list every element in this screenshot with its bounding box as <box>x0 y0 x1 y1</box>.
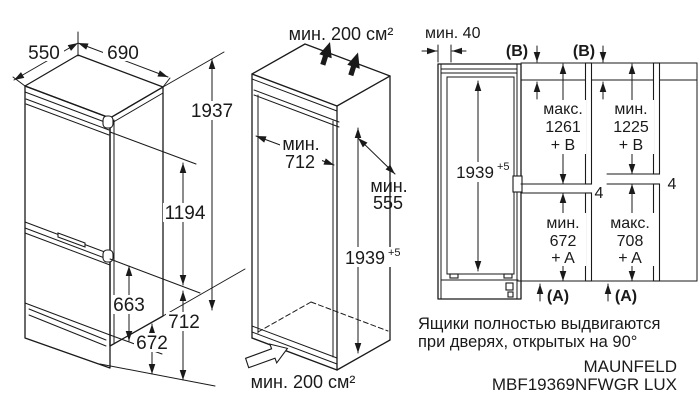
top-gap-label: мин. 40 <box>425 25 481 42</box>
dim-label-lower-door: 663 <box>113 295 145 316</box>
dim-min-top-right-value: 1225 <box>613 119 649 136</box>
vent-top-label: мин. 200 см² <box>288 24 394 44</box>
niche-depth-min-value: 555 <box>372 193 404 213</box>
door-panel-left-lower <box>586 193 592 281</box>
dim-min-bottom-left-word: мин. <box>546 215 580 232</box>
dim-label-upper-door: 1194 <box>164 203 206 224</box>
dim-min-bottom-left-value: 672 <box>549 233 577 250</box>
lower-door-handle-notch <box>58 233 85 247</box>
leveling-foot-detail <box>506 283 513 290</box>
dim-max-top-left-suffix: + B <box>550 137 576 154</box>
door-panel-right-upper <box>654 63 660 174</box>
footer-text <box>418 315 677 394</box>
vent-bottom-label: мин. 200 см² <box>250 372 356 392</box>
niche-width-min-value: 712 <box>284 152 316 172</box>
niche-view-drawing <box>246 24 408 392</box>
niche-depth-min-label: мин. <box>370 176 408 196</box>
drawer-note-line1: Ящики полностью выдвигаются <box>418 315 661 333</box>
dim-max-bottom-right-suffix: + A <box>618 250 642 267</box>
fridge-top-face <box>25 55 163 118</box>
dim-max-bottom-right-value: 708 <box>616 233 644 250</box>
vent-arrow-top-left <box>319 42 331 66</box>
dim-label-height-total: 1937 <box>190 101 234 122</box>
dim-max-top-left-value: 1261 <box>545 119 581 136</box>
panel-gap-right-label: 4 <box>667 176 677 193</box>
dim-min-top-right-suffix: + B <box>618 137 644 154</box>
niche-width-min-label: мин. <box>282 134 320 154</box>
dim-label-depth-top: 550 <box>28 43 60 64</box>
panel-gap-left-label: 4 <box>594 185 604 202</box>
model-number: MBF19369NFWGR LUX <box>491 375 677 394</box>
b-label-right: (B) <box>572 43 596 60</box>
brand-name: MAUNFELD <box>583 357 677 376</box>
dim-label-depth-bottom: 712 <box>168 312 200 333</box>
a-label-right: (A) <box>614 288 638 305</box>
dim-label-width-top: 690 <box>107 43 139 64</box>
dim-min-bottom-left-suffix: + A <box>551 250 575 267</box>
vent-arrow-top-right <box>347 53 359 77</box>
b-label-left: (B) <box>505 43 529 60</box>
dim-label-lower-front: 672 <box>136 333 168 354</box>
install-height-tolerance: +5 <box>497 161 510 173</box>
install-height-value: 1939 <box>456 163 494 182</box>
door-panel-left-upper <box>586 63 592 184</box>
dim-max-bottom-right-word: макс. <box>610 215 650 232</box>
lower-door-handle-cap <box>103 250 113 262</box>
front-view-drawing <box>13 32 245 386</box>
installation-view-drawing <box>422 25 697 305</box>
dim-max-top-left-word: макс. <box>543 101 583 118</box>
niche-height-tolerance: +5 <box>388 247 401 259</box>
dim-min-top-right-word: мин. <box>614 101 648 118</box>
vent-arrow-bottom <box>246 344 288 368</box>
niche-height-value: 1939 <box>344 248 386 268</box>
upper-door-handle-cap <box>103 116 113 128</box>
a-label-left: (A) <box>546 288 570 305</box>
drawer-note-line2: при дверях, открытых на 90° <box>418 333 638 351</box>
